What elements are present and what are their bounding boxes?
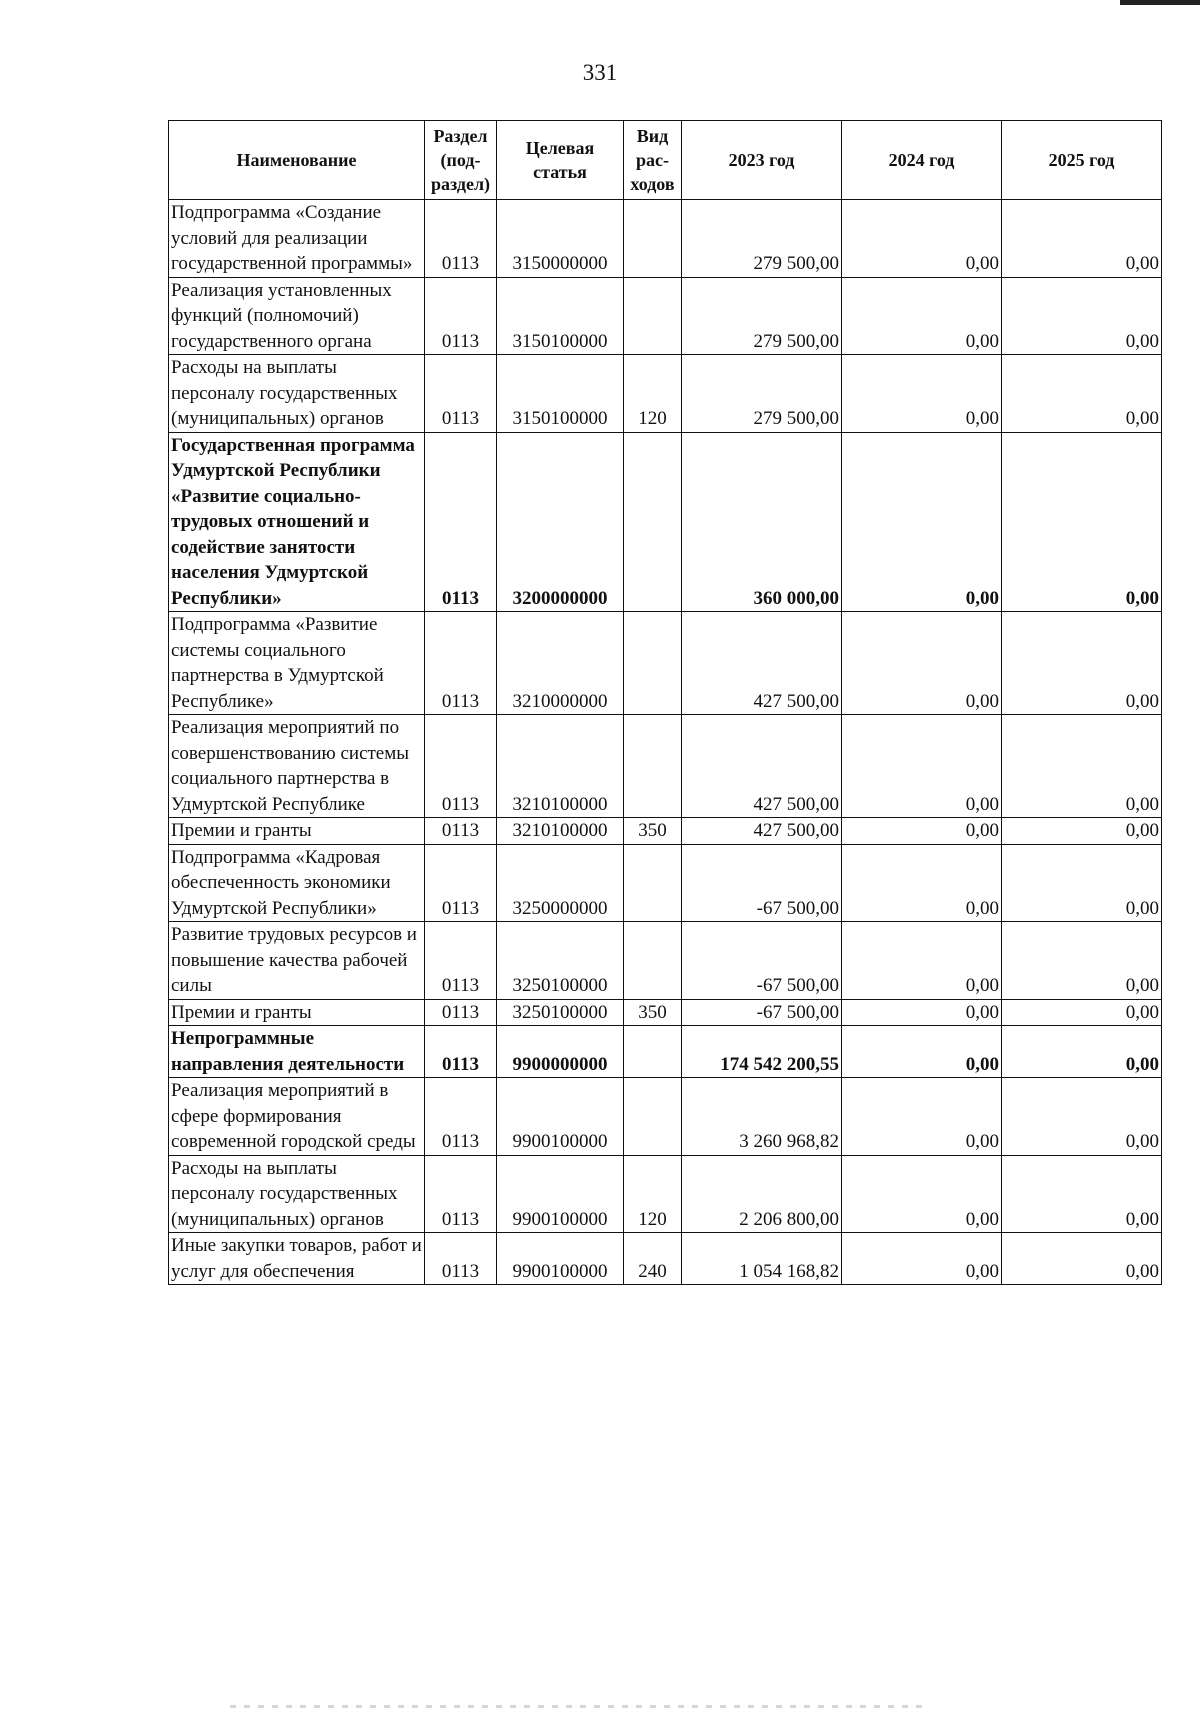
cell-type (624, 432, 682, 612)
cell-name: Государственная программа Удмуртской Республики «Развитие социально-трудовых отношений и содействие занятости населения Удмуртской Республики» (169, 432, 425, 612)
cell-target: 3210100000 (497, 818, 624, 845)
table-row (169, 612, 1162, 715)
table-row (169, 999, 1162, 1026)
cell-2025: 0,00 (1002, 1078, 1162, 1156)
cell-target: 3250100000 (497, 922, 624, 1000)
table-row (169, 922, 1162, 1000)
header-section: Раздел (под-раздел) (425, 121, 497, 200)
table-row (169, 355, 1162, 433)
cell-2024: 0,00 (842, 1078, 1002, 1156)
cell-section: 0113 (425, 612, 497, 715)
table-row (169, 1233, 1162, 1285)
cell-type (624, 844, 682, 922)
table-row (169, 1155, 1162, 1233)
header-name: Наименование (169, 121, 425, 200)
cell-2023: 279 500,00 (682, 355, 842, 433)
cell-type (624, 715, 682, 818)
cell-2023: 427 500,00 (682, 818, 842, 845)
cell-target: 3210000000 (497, 612, 624, 715)
cell-2024: 0,00 (842, 922, 1002, 1000)
cell-2024: 0,00 (842, 612, 1002, 715)
cell-2025: 0,00 (1002, 432, 1162, 612)
cell-2023: 279 500,00 (682, 277, 842, 355)
cell-2023: -67 500,00 (682, 922, 842, 1000)
cell-name: Подпрограмма «Кадровая обеспеченность экономики Удмуртской Республики» (169, 844, 425, 922)
cell-type: 120 (624, 355, 682, 433)
cell-target: 9900100000 (497, 1233, 624, 1285)
cell-target: 9900000000 (497, 1026, 624, 1078)
table-row (169, 715, 1162, 818)
scan-edge-mark (1120, 0, 1200, 5)
cell-2023: 1 054 168,82 (682, 1233, 842, 1285)
cell-2023: 279 500,00 (682, 200, 842, 278)
table-row (169, 1078, 1162, 1156)
cell-2023: 360 000,00 (682, 432, 842, 612)
cell-type: 350 (624, 818, 682, 845)
header-2024: 2024 год (842, 121, 1002, 200)
cell-type: 120 (624, 1155, 682, 1233)
cell-name: Реализация мероприятий в сфере формирования современной городской среды (169, 1078, 425, 1156)
cell-type: 350 (624, 999, 682, 1026)
scan-bottom-smudge (230, 1705, 930, 1708)
cell-section: 0113 (425, 999, 497, 1026)
cell-2025: 0,00 (1002, 1026, 1162, 1078)
cell-target: 9900100000 (497, 1155, 624, 1233)
cell-section: 0113 (425, 200, 497, 278)
cell-type (624, 1026, 682, 1078)
cell-section: 0113 (425, 1078, 497, 1156)
cell-2025: 0,00 (1002, 1233, 1162, 1285)
cell-section: 0113 (425, 818, 497, 845)
cell-name: Расходы на выплаты персоналу государственных (муниципальных) органов (169, 1155, 425, 1233)
cell-type (624, 1078, 682, 1156)
cell-2024: 0,00 (842, 432, 1002, 612)
cell-type (624, 922, 682, 1000)
cell-name: Подпрограмма «Развитие системы социального партнерства в Удмуртской Республике» (169, 612, 425, 715)
cell-2024: 0,00 (842, 200, 1002, 278)
cell-name: Иные закупки товаров, работ и услуг для обеспечения (169, 1233, 425, 1285)
cell-target: 3250100000 (497, 999, 624, 1026)
cell-type: 240 (624, 1233, 682, 1285)
cell-target: 3210100000 (497, 715, 624, 818)
cell-target: 3150000000 (497, 200, 624, 278)
cell-section: 0113 (425, 1026, 497, 1078)
table-header-row (169, 121, 1162, 200)
cell-name: Непрограммные направления деятельности (169, 1026, 425, 1078)
table-body (169, 200, 1162, 1285)
cell-section: 0113 (425, 715, 497, 818)
cell-2024: 0,00 (842, 277, 1002, 355)
cell-2023: 427 500,00 (682, 715, 842, 818)
cell-2023: -67 500,00 (682, 844, 842, 922)
cell-2025: 0,00 (1002, 277, 1162, 355)
cell-2025: 0,00 (1002, 355, 1162, 433)
cell-2025: 0,00 (1002, 999, 1162, 1026)
cell-type (624, 612, 682, 715)
cell-2024: 0,00 (842, 1026, 1002, 1078)
cell-name: Подпрограмма «Создание условий для реализации государственной программы» (169, 200, 425, 278)
cell-type (624, 200, 682, 278)
cell-2023: 427 500,00 (682, 612, 842, 715)
cell-name: Премии и гранты (169, 818, 425, 845)
budget-table (168, 120, 1162, 1285)
cell-name: Реализация установленных функций (полномочий) государственного органа (169, 277, 425, 355)
cell-section: 0113 (425, 432, 497, 612)
cell-2025: 0,00 (1002, 844, 1162, 922)
cell-name: Расходы на выплаты персоналу государственных (муниципальных) органов (169, 355, 425, 433)
cell-name: Премии и гранты (169, 999, 425, 1026)
table-row (169, 844, 1162, 922)
cell-2024: 0,00 (842, 1155, 1002, 1233)
table-row (169, 432, 1162, 612)
cell-target: 3200000000 (497, 432, 624, 612)
cell-section: 0113 (425, 844, 497, 922)
cell-name: Реализация мероприятий по совершенствованию системы социального партнерства в Удмуртской Республике (169, 715, 425, 818)
cell-2025: 0,00 (1002, 1155, 1162, 1233)
cell-2024: 0,00 (842, 355, 1002, 433)
cell-2023: 3 260 968,82 (682, 1078, 842, 1156)
cell-2025: 0,00 (1002, 612, 1162, 715)
table-row (169, 818, 1162, 845)
cell-2024: 0,00 (842, 844, 1002, 922)
cell-section: 0113 (425, 277, 497, 355)
cell-2025: 0,00 (1002, 818, 1162, 845)
table-row (169, 200, 1162, 278)
cell-2025: 0,00 (1002, 200, 1162, 278)
cell-2025: 0,00 (1002, 922, 1162, 1000)
cell-target: 9900100000 (497, 1078, 624, 1156)
cell-2024: 0,00 (842, 1233, 1002, 1285)
cell-target: 3150100000 (497, 355, 624, 433)
cell-name: Развитие трудовых ресурсов и повышение качества рабочей силы (169, 922, 425, 1000)
header-2025: 2025 год (1002, 121, 1162, 200)
cell-target: 3150100000 (497, 277, 624, 355)
cell-2023: -67 500,00 (682, 999, 842, 1026)
cell-2023: 174 542 200,55 (682, 1026, 842, 1078)
cell-2024: 0,00 (842, 818, 1002, 845)
table-row (169, 277, 1162, 355)
header-target: Целевая статья (497, 121, 624, 200)
page-number: 331 (582, 60, 618, 85)
header-type: Вид рас-ходов (624, 121, 682, 200)
cell-type (624, 277, 682, 355)
cell-2023: 2 206 800,00 (682, 1155, 842, 1233)
cell-target: 3250000000 (497, 844, 624, 922)
cell-section: 0113 (425, 355, 497, 433)
cell-section: 0113 (425, 922, 497, 1000)
cell-2025: 0,00 (1002, 715, 1162, 818)
table-row (169, 1026, 1162, 1078)
cell-section: 0113 (425, 1155, 497, 1233)
cell-section: 0113 (425, 1233, 497, 1285)
header-2023: 2023 год (682, 121, 842, 200)
cell-2024: 0,00 (842, 999, 1002, 1026)
cell-2024: 0,00 (842, 715, 1002, 818)
